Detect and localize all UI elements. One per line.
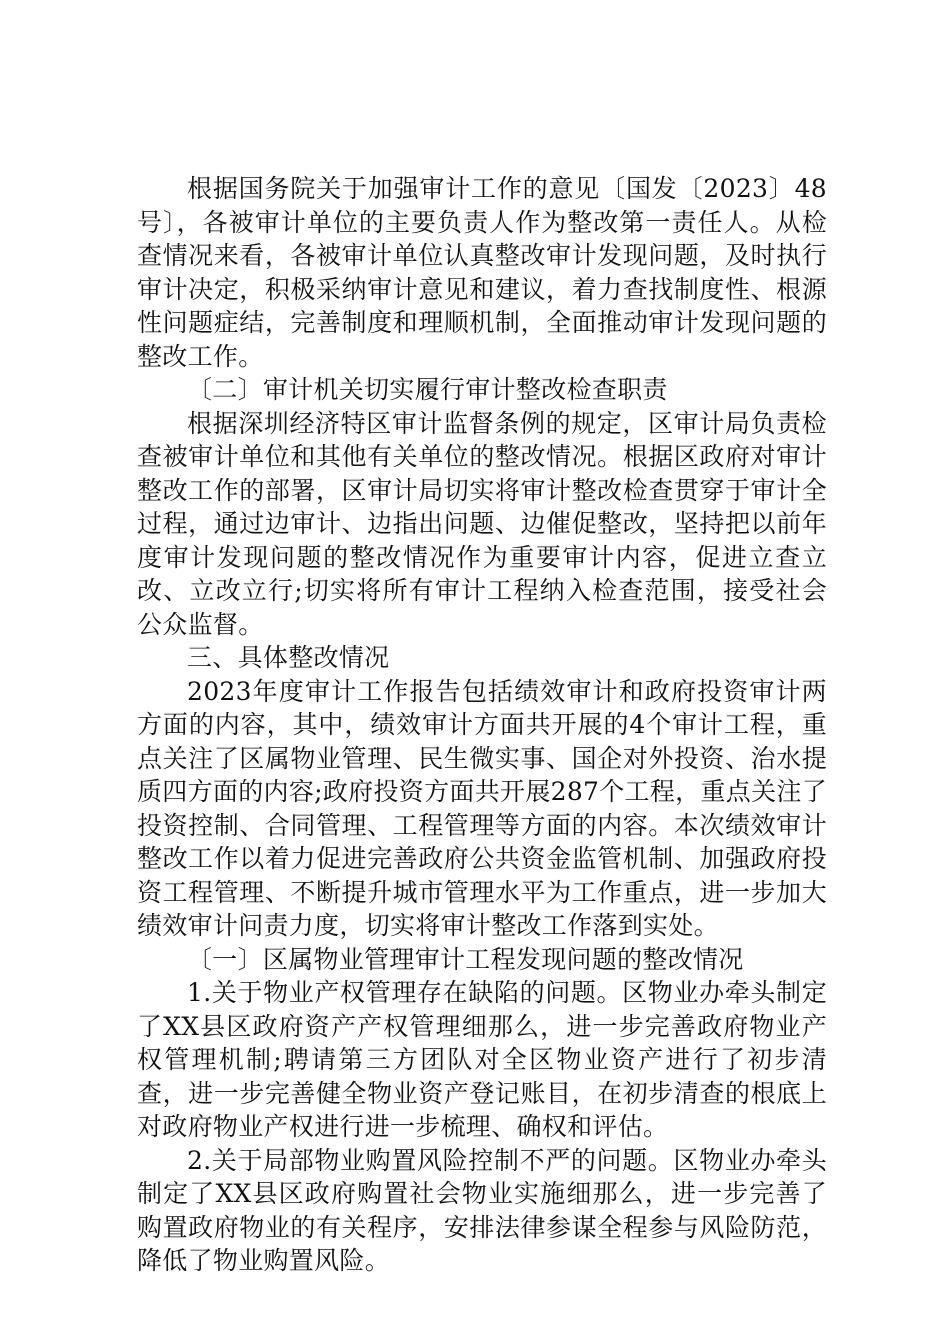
paragraph-audit-inspection: 根据深圳经济特区审计监督条例的规定，区审计局负责检查被审计单位和其他有关单位的整改情况。根据区政府对审计整改工作的部署，区审计局切实将审计整改检查贯穿于审计全过程，通过边审计、边指出问题、边催促整改，坚持把以前年度审计发现问题的整改情况作为重要审计内容，促进立查立改、立改立行;切实将所有审计工程纳入检查范围，接受社会公众监督。 — [137, 408, 827, 639]
paragraph-item-1-property-rights: 1.关于物业产权管理存在缺陷的问题。区物业办牵头制定了XX县区政府资产产权管理细那么，进一步完善政府物业产权管理机制;聘请第三方团队对全区物业资产进行了初步清查，进一步完善健全物业资产登记账目，在初步清查的根底上对政府物业产权进行进一步梳理、确权和评估。 — [137, 978, 827, 1141]
document-body — [137, 172, 827, 1278]
section-heading-rectification-status: 三、具体整改情况 — [187, 643, 390, 672]
paragraph-rectification-overview: 2023年度审计工作报告包括绩效审计和政府投资审计两方面的内容，其中，绩效审计方面共开展的4个审计工程，重点关注了区属物业管理、民生微实事、国企对外投资、治水提质四方面的内容;政府投资方面共开展287个工程，重点关注了投资控制、合同管理、工程管理等方面的内容。本次绩效审计整改工作以着力促进完善政府公共资金监管机制、加强政府投资工程管理、不断提升城市管理水平为工作重点，进一步加大绩效审计问责力度，切实将审计整改工作落到实处。 — [137, 676, 827, 940]
section-heading-property-management: 〔一〕区属物业管理审计工程发现问题的整改情况 — [187, 944, 744, 974]
paragraph-item-2-property-purchase: 2.关于局部物业购置风险控制不严的问题。区物业办牵头制定了XX县区政府购置社会物业实施细那么，进一步完善了购置政府物业的有关程序，安排法律参谋全程参与风险防范，降低了物业购置风险。 — [137, 1145, 827, 1275]
paragraph-leadership-responsibility: 根据国务院关于加强审计工作的意见〔国发〔2023〕48号〕，各被审计单位的主要负责人作为整改第一责任人。从检查情况来看，各被审计单位认真整改审计发现问题，及时执行审计决定，积极采纳审计意见和建议，着力查找制度性、根源性问题症结，完善制度和理顺机制，全面推动审计发现问题的整改工作。 — [137, 174, 827, 371]
section-heading-audit-inspection: 〔二〕审计机关切实履行审计整改检查职责 — [187, 375, 668, 404]
